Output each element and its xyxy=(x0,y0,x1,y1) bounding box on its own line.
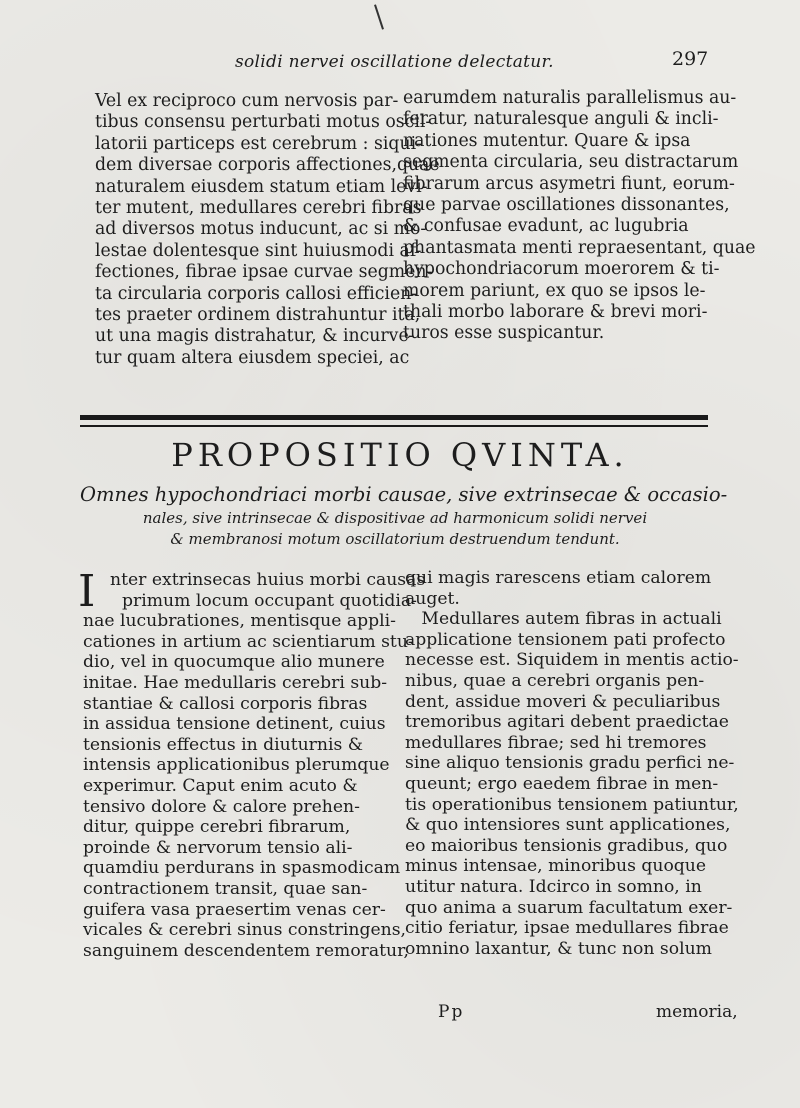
text-line: citio feriatur, ipsae medullares fibrae xyxy=(405,918,729,939)
text-line: latorii particeps est cerebrum : siqui- xyxy=(95,133,422,154)
text-line: ter mutent, medullares cerebri fibras xyxy=(95,197,422,218)
ink-scratch-mark xyxy=(374,4,384,29)
text-line: utitur natura. Idcirco in somno, in xyxy=(405,876,702,897)
text-line: earumdem naturalis parallelismus au- xyxy=(403,88,737,108)
text-line: tis operationibus tensionem patiuntur, xyxy=(405,794,739,815)
text-line: qui magis rarescens etiam calorem xyxy=(405,568,712,588)
text-line: proinde & nervorum tensio ali- xyxy=(83,837,353,858)
text-line: auget. xyxy=(405,588,460,609)
text-line: eo maioribus tensionis gradibus, quo xyxy=(405,835,728,856)
text-line: tensionis effectus in diuturnis & xyxy=(83,734,364,755)
text-line: primum locum occupant quotidia- xyxy=(122,590,417,611)
text-line: intensis applicationibus plerumque xyxy=(83,755,390,776)
text-line: morem pariunt, ex quo se ipsos le- xyxy=(403,280,706,301)
text-line: guifera vasa praesertim venas cer- xyxy=(83,899,386,920)
text-line: nter extrinsecas huius morbi causas xyxy=(110,570,426,590)
text-line: ta circularia corporis callosi efficien- xyxy=(95,283,418,304)
summary-line: & membranosi motum oscillatorium destruendum tendunt. xyxy=(170,530,620,548)
text-line: & quo intensiores sunt applicationes, xyxy=(405,815,731,836)
text-line: segmenta circularia, seu distractarum xyxy=(403,152,739,173)
text-line: lestae dolentesque sint huiusmodi af- xyxy=(95,240,422,261)
text-line: queunt; ergo eaedem fibrae in men- xyxy=(405,773,719,794)
text-line: sanguinem descendentem remoratur, xyxy=(83,940,409,961)
text-line: & confusae evadunt, ac lugubria xyxy=(403,216,689,237)
drop-cap: I xyxy=(78,566,96,617)
text-line: ad diversos motus inducunt, ac si mo- xyxy=(95,219,427,240)
text-line: dent, assidue moveri & peculiaribus xyxy=(405,691,721,712)
text-line: sine aliquo tensionis gradu perfici ne- xyxy=(405,753,735,774)
text-line: quo anima a suarum facultatum exer- xyxy=(405,897,733,918)
text-line: quamdiu perdurans in spasmodicam xyxy=(83,858,401,879)
summary-line: nales, sive intrinsecae & dispositivae ad harmonicum solidi nervei xyxy=(142,509,648,527)
text-line: thali morbo laborare & brevi mori- xyxy=(403,301,708,322)
text-line: ditur, quippe cerebri fibrarum, xyxy=(83,817,351,838)
page-number: 297 xyxy=(672,48,709,70)
text-line: minus intensae, minoribus quoque xyxy=(405,856,707,877)
running-head xyxy=(0,48,800,78)
text-line: omnino laxantur, & tunc non solum xyxy=(405,938,712,959)
text-line: dem diversae corporis affectiones,quae xyxy=(95,155,440,176)
top-left-column xyxy=(95,91,440,369)
text-line: ut una magis distrahatur, & incurve- xyxy=(95,326,415,347)
section-divider-thick xyxy=(80,415,708,420)
text-line: initae. Hae medullaris cerebri sub- xyxy=(83,672,388,693)
text-line: tensivo dolore & calore prehen- xyxy=(83,796,360,817)
text-line: Vel ex reciproco cum nervosis par- xyxy=(95,91,399,111)
text-line: applicatione tensionem pati profecto xyxy=(405,629,726,650)
text-line: turos esse suspicantur. xyxy=(403,323,605,344)
text-line: contractionem transit, quae san- xyxy=(83,878,368,899)
section-title: PROPOSITIO QVINTA. xyxy=(171,436,629,474)
running-title: solidi nervei oscillatione delectatur. xyxy=(235,52,554,72)
body-left-column xyxy=(83,570,426,961)
text-line: tibus consensu perturbati motus oscil- xyxy=(95,112,432,133)
text-line: hypochondriacorum moerorem & ti- xyxy=(403,259,720,280)
top-right-column xyxy=(403,88,755,345)
text-line: cationes in artium ac scientiarum stu- xyxy=(83,631,414,652)
text-line: stantiae & callosi corporis fibras xyxy=(83,693,368,714)
summary-line: Omnes hypochondriaci morbi causae, sive extrinsecae & occasio- xyxy=(80,483,728,506)
text-line: nationes mutentur. Quare & ipsa xyxy=(403,130,691,151)
text-line: tremoribus agitari debent praedictae xyxy=(405,712,729,733)
text-line: fectiones, fibrae ipsae curvae segmen- xyxy=(95,262,433,283)
text-line: nibus, quae a cerebri organis pen- xyxy=(405,670,705,691)
text-line: in assidua tensione detinent, cuius xyxy=(83,714,386,735)
signature-mark: Pp xyxy=(438,1002,465,1022)
text-line: experimur. Caput enim acuto & xyxy=(83,775,358,796)
text-line: necesse est. Siquidem in mentis actio- xyxy=(405,650,739,671)
text-line: phantasmata menti repraesentant, quae xyxy=(403,237,756,258)
body-right-column xyxy=(405,568,739,959)
text-line: tes praeter ordinem distrahuntur ita, xyxy=(95,304,421,325)
text-line: medullares fibrae; sed hi tremores xyxy=(405,732,707,753)
text-line: vicales & cerebri sinus constringens, xyxy=(83,920,406,941)
text-line: fibrarum arcus asymetri fiunt, eorum- xyxy=(403,173,735,194)
text-line: tur quam altera eiusdem speciei, ac xyxy=(95,347,410,368)
catchword: memoria, xyxy=(656,1002,738,1022)
text-line: que parvae oscillationes dissonantes, xyxy=(403,194,730,215)
text-line: nae lucubrationes, mentisque appli- xyxy=(83,611,396,632)
text-line: naturalem eiusdem statum etiam levi- xyxy=(95,176,428,197)
text-line: feratur, naturalesque anguli & incli- xyxy=(403,109,719,130)
text-line: dio, vel in quocumque alio munere xyxy=(83,652,385,673)
section-divider-thin xyxy=(80,425,708,427)
text-line: Medullares autem fibras in actuali xyxy=(405,609,722,630)
proposition-summary xyxy=(80,482,728,550)
